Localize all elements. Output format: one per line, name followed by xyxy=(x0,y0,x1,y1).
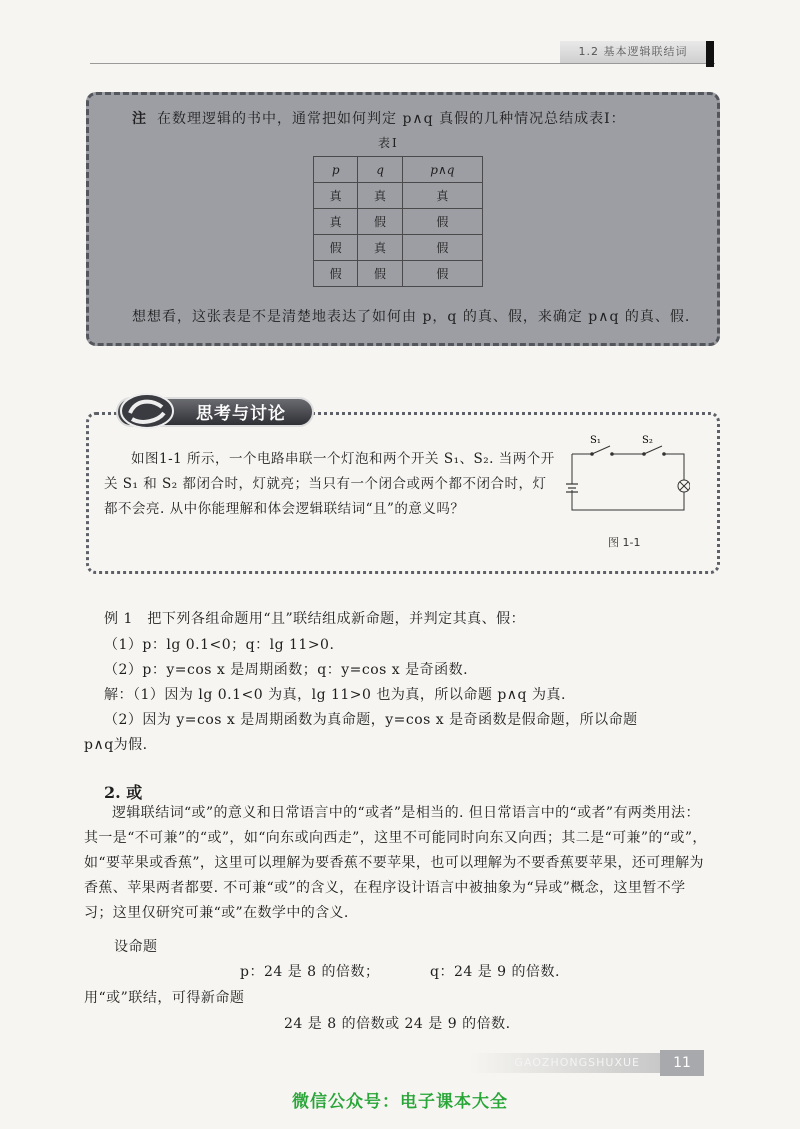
note-intro xyxy=(132,108,626,128)
table-header-cell: p∧q xyxy=(402,157,482,183)
think-discuss-title: 思考与讨论 xyxy=(116,397,314,427)
page-number: 11 xyxy=(660,1050,704,1076)
think-discuss-text: 如图1-1 所示，一个电路串联一个灯泡和两个开关 S₁、S₂. 当两个开关 S₁ 和 S₂ 都闭合时，灯就亮；当只有一个闭合或两个都不闭合时，灯都不会亮. 从中你能理解和体会逻辑联结词“且”的意义吗？ xyxy=(104,451,555,517)
table-cell: 真 xyxy=(358,183,402,209)
note-footer: 想想看，这张表是不是清楚地表达了如何由 p，q 的真、假，来确定 p∧q 的真、假. xyxy=(132,309,691,325)
table-cell: 假 xyxy=(402,209,482,235)
table-cell: 假 xyxy=(358,261,402,287)
new-proposition: 24 是 8 的倍数或 24 是 9 的倍数. xyxy=(284,1016,511,1032)
table-cell: 假 xyxy=(358,209,402,235)
switch-label-s2: S₂ xyxy=(642,435,653,446)
table-cell: 假 xyxy=(314,235,358,261)
table-header-cell: q xyxy=(358,157,402,183)
table-header-row xyxy=(314,157,483,183)
join-line: 用“或”联结，可得新命题 xyxy=(84,990,245,1006)
solution-line1: 解：（1）因为 lg 0.1<0 为真，lg 11>0 也为真，所以命题 p∧q 为真. xyxy=(104,687,566,703)
section-header-label: 1.2 基本逻辑联结词 xyxy=(560,41,706,64)
proposition-p: p：24 是 8 的倍数； xyxy=(240,964,380,980)
solution-line2: （2）因为 y=cos x 是周期函数为真命题，y=cos x 是奇函数是假命题，所以命题 xyxy=(104,712,638,728)
table-cell: 真 xyxy=(358,235,402,261)
table-row xyxy=(314,261,483,287)
table-cell: 真 xyxy=(402,183,482,209)
series-label: GAOZHONGSHUXUE xyxy=(470,1053,660,1073)
table-cell: 假 xyxy=(314,261,358,287)
example-part2: （2）p：y=cos x 是周期函数；q：y=cos x 是奇函数. xyxy=(104,662,469,678)
table-cell: 假 xyxy=(402,261,482,287)
table-row xyxy=(314,235,483,261)
watermark-text: 微信公众号：电子课本大全 xyxy=(292,1092,508,1112)
example-part1: （1）p：lg 0.1<0；q：lg 11>0. xyxy=(104,637,335,653)
table-caption: 表Ⅰ xyxy=(378,136,399,150)
table-row xyxy=(314,183,483,209)
figure-caption: 图 1-1 xyxy=(608,536,641,549)
note-text: 在数理逻辑的书中，通常把如何判定 p∧q 真假的几种情况总结成表Ⅰ： xyxy=(157,111,626,127)
table-cell: 假 xyxy=(402,235,482,261)
solution-line3: p∧q为假. xyxy=(84,737,148,753)
table-cell: 真 xyxy=(314,209,358,235)
table-row xyxy=(314,209,483,235)
section-paragraph: 逻辑联结词“或”的意义和日常语言中的“或者”是相当的. 但日常语言中的“或者”有两类用法：其一是“不可兼”的“或”，如“向东或向西走”，这里不可能同时向东又向西；其二是“可兼”的“或”，如“要苹果或香蕉”，这里可以理解为要香蕉不要苹果，也可以理解为不要香蕉要苹果，还可理解为香蕉、苹果两者都要. 不可兼“或”的含义，在程序设计语言中被抽象为“异或”概念，这里暂不学习；这里仅研究可兼“或”在数学中的含义. xyxy=(84,805,707,921)
truth-table xyxy=(313,156,483,287)
circuit-diagram xyxy=(560,432,690,512)
section-title: 2. 或 xyxy=(104,783,143,802)
table-header-cell: p xyxy=(314,157,358,183)
example-heading: 例 1 把下列各组命题用“且”联结组成新命题，并判定其真、假： xyxy=(104,611,526,627)
switch-label-s1: S₁ xyxy=(590,435,601,446)
set-propositions-line: 设命题 xyxy=(114,939,158,955)
table-cell: 真 xyxy=(314,183,358,209)
proposition-q: q：24 是 9 的倍数. xyxy=(430,964,560,980)
swirl-logo-icon xyxy=(118,391,176,431)
header-marker xyxy=(706,41,714,67)
note-label: 注 xyxy=(132,111,147,127)
